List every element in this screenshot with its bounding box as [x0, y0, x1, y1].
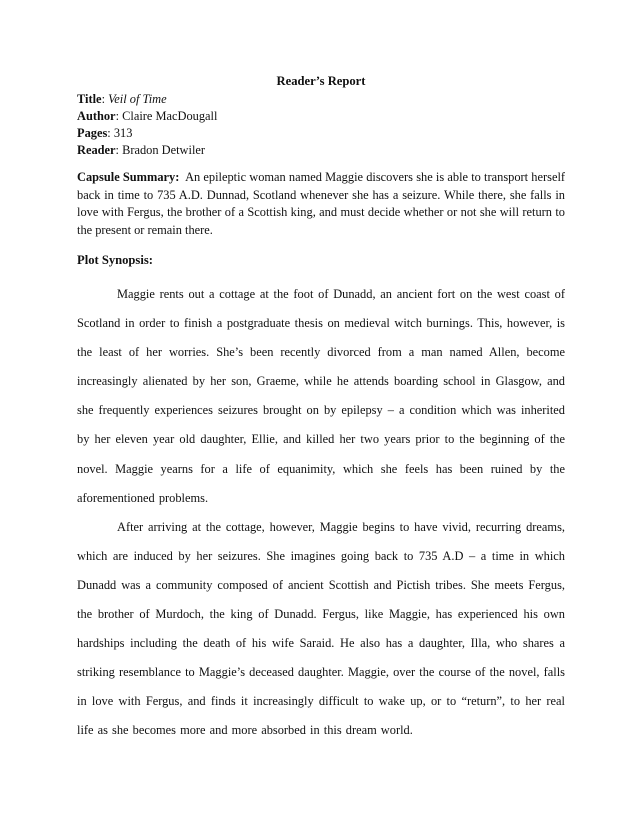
pages-label: Pages — [77, 126, 108, 140]
page-title: Reader’s Report — [276, 74, 366, 88]
title-label: Title — [77, 92, 102, 106]
reader-label: Reader — [77, 143, 116, 157]
title-line: Title: Veil of Time — [77, 92, 167, 106]
author-label: Author — [77, 109, 116, 123]
capsule-summary — [77, 169, 565, 239]
author-line: Author: Claire MacDougall — [77, 109, 218, 123]
reader-value: Bradon Detwiler — [122, 143, 206, 157]
synopsis-heading: Plot Synopsis: — [77, 253, 153, 267]
document-page — [77, 73, 565, 746]
synopsis-paragraph: After arriving at the cottage, however, Maggie begins to have vivid, recurring dreams, which are induced by her seizures. She imagines going back to 735 A.D – a time in which Dunadd was a community composed of ancient Scottish and Pictish tribes. She meets Fergus, the brother of Murdoch, the king of Dunadd. Fergus, like Maggie, has experienced his own hardships including the death of his wife Saraid. He also has a daughter, Illa, who shares a striking resemblance to Maggie’s deceased daughter. Maggie, over the course of the novel, falls in love with Fergus, and finds it increasingly difficult to wake up, or to “return”, to her real life as she becomes more and more absorbed in this dream world. — [77, 519, 565, 738]
pages-line: Pages: 313 — [77, 126, 133, 140]
capsule-label: Capsule Summary: — [77, 170, 180, 184]
author-value: Claire MacDougall — [122, 109, 218, 123]
synopsis-paragraph: Maggie rents out a cottage at the foot of Dunadd, an ancient fort on the west coast of Scotland in order to finish a postgraduate thesis on medieval witch burnings. This, however, is the least of her worries. She’s been recently divorced from a man named Allen, become increasingly alienated by her son, Graeme, while he attends boarding school in Glasgow, and she frequently experiences seizures brought on by epilepsy – a condition which was inherited by her eleven year old daughter, Ellie, and killed her two years prior to the beginning of the novel. Maggie yearns for a life of equanimity, which she feels has been ruined by the aforementioned problems. — [77, 287, 565, 505]
pages-value: 313 — [113, 126, 133, 140]
reader-line: Reader: Bradon Detwiler — [77, 143, 206, 157]
synopsis-body — [77, 280, 565, 746]
capsule-text: An epileptic woman named Maggie discovers she is able to transport herself back in time to 735 A.D. Dunnad, Scotland whenever she has a seizure. While there, she falls in love with Fergus, the brother of a Scottish king, and must decide whether or not she will return to the present or remain there. — [77, 170, 566, 237]
title-value: Veil of Time — [108, 92, 167, 106]
